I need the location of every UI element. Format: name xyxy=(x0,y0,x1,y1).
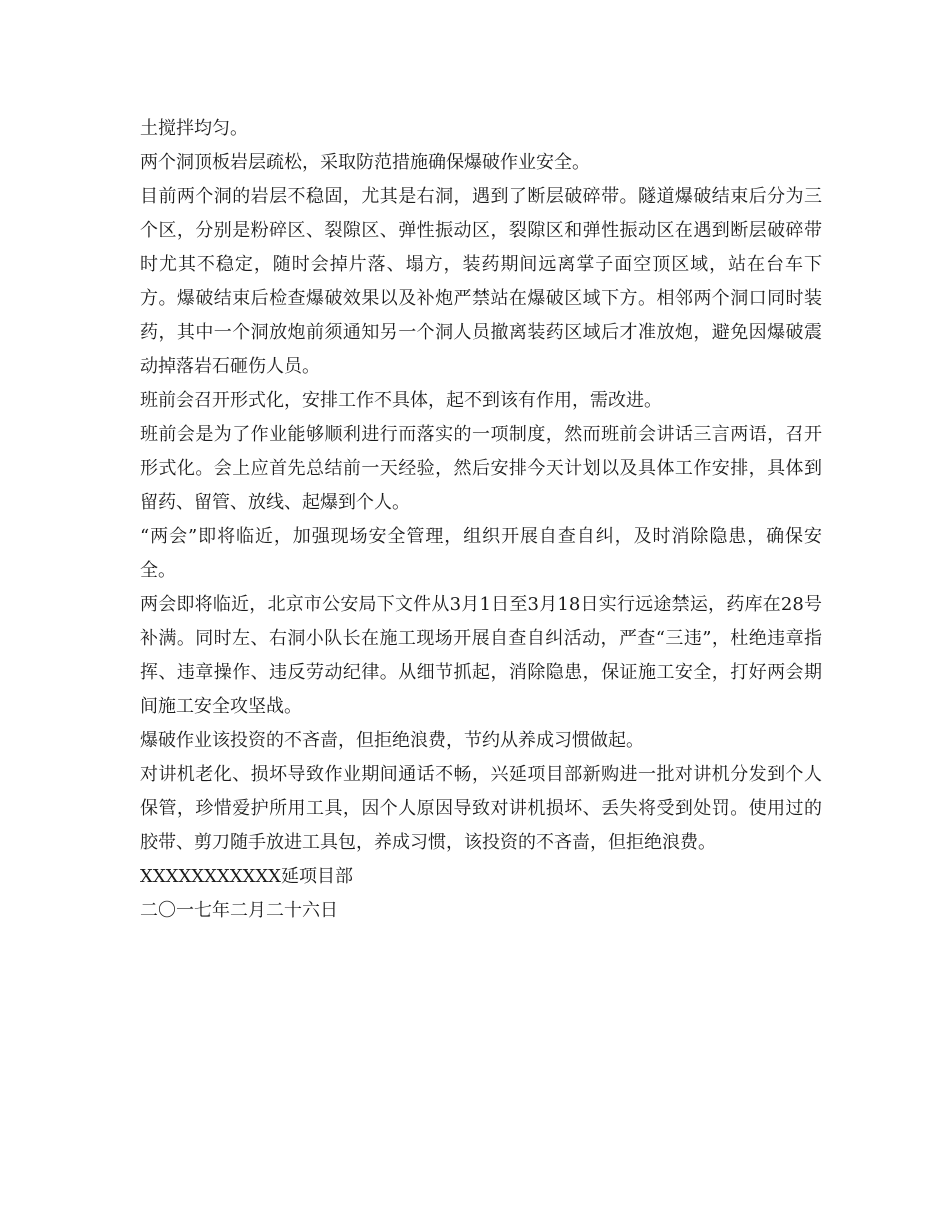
paragraph-6: “两会”即将临近，加强现场安全管理，组织开展自查自纠，及时消除隐患，确保安全。 xyxy=(140,526,822,581)
paragraph-8: 爆破作业该投资的不吝啬，但拒绝浪费，节约从养成习惯做起。 xyxy=(140,730,644,751)
paragraph-2: 两个洞顶板岩层疏松，采取防范措施确保爆破作业安全。 xyxy=(140,152,590,173)
document-body xyxy=(140,112,822,928)
paragraph-3: 目前两个洞的岩层不稳固，尤其是右洞，遇到了断层破碎带。隧道爆破结束后分为三个区，分别是粉碎区、裂隙区、弹性振动区，裂隙区和弹性振动区在遇到断层破碎带时尤其不稳定，随时会掉片落、塌方，装药期间远离掌子面空顶区域，站在台车下方。爆破结束后检查爆破效果以及补炮严禁站在爆破区域下方。相邻两个洞口同时装药，其中一个洞放炮前须通知另一个洞人员撤离装药区域后才准放炮，避免因爆破震动掉落岩石砸伤人员。 xyxy=(140,186,822,377)
document-date: 二〇一七年二月二十六日 xyxy=(140,900,338,921)
paragraph-1: 土搅拌均匀。 xyxy=(140,118,248,139)
signature: XXXXXXXXXXX延项目部 xyxy=(140,866,353,887)
paragraph-5: 班前会是为了作业能够顺利进行而落实的一项制度，然而班前会讲话三言两语，召开形式化。会上应首先总结前一天经验，然后安排今天计划以及具体工作安排，具体到留药、留管、放线、起爆到个人。 xyxy=(140,424,822,513)
paragraph-7: 两会即将临近，北京市公安局下文件从3月1日至3月18日实行远途禁运，药库在28号补满。同时左、右洞小队长在施工现场开展自查自纠活动，严查“三违”，杜绝违章指挥、违章操作、违反劳动纪律。从细节抓起，消除隐患，保证施工安全，打好两会期间施工安全攻坚战。 xyxy=(140,594,822,717)
paragraph-9: 对讲机老化、损坏导致作业期间通话不畅，兴延项目部新购进一批对讲机分发到个人保管，珍惜爱护所用工具，因个人原因导致对讲机损坏、丢失将受到处罚。使用过的胶带、剪刀随手放进工具包，养成习惯，该投资的不吝啬，但拒绝浪费。 xyxy=(140,764,822,853)
paragraph-4: 班前会召开形式化，安排工作不具体，起不到该有作用，需改进。 xyxy=(140,390,662,411)
